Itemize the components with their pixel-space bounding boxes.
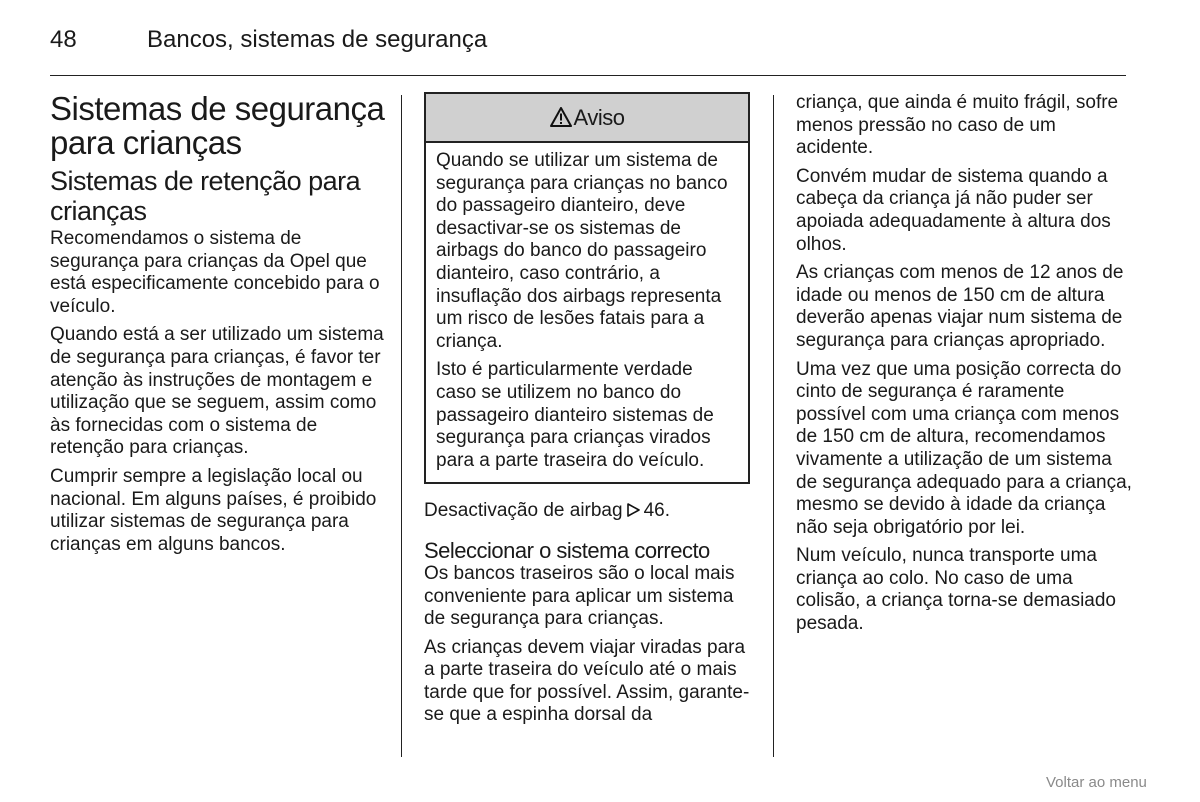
warning-paragraph: Isto é particularmente verdade caso se utilizem no banco do passageiro dianteiro sistemas de segurança para crianças virados para a parte traseira do veículo. bbox=[436, 359, 714, 471]
paragraph: Os bancos traseiros são o local mais conveniente para aplicar um sistema de segurança para crianças. bbox=[424, 562, 735, 630]
chapter-heading: Sistemas de segurança para crianças bbox=[50, 90, 385, 161]
warning-triangle-icon bbox=[550, 96, 572, 116]
paragraph: criança, que ainda é muito frágil, sofre menos pressão no caso de um acidente. bbox=[796, 92, 1119, 159]
header-divider bbox=[50, 75, 1126, 76]
cross-reference-page: 46. bbox=[643, 500, 670, 522]
paragraph: Uma vez que uma posição correcta do cinto de segurança é raramente possível com uma criança com menos de 150 cm de altura, recomendamos vivamente a utilização de um sistema de segurança adequado para a criança, mesmo se devido à idade da criança não seja obrigatório por lei. bbox=[796, 358, 1132, 538]
paragraph: Num veículo, nunca transporte uma criança ao colo. No caso de uma colisão, a criança torna-se demasiado pesada. bbox=[796, 545, 1117, 635]
column-right bbox=[796, 92, 1136, 642]
paragraph: Quando está a ser utilizado um sistema de segurança para crianças, é favor ter atenção às instruções de montagem e utilização que se seguem, assim como às fornecidas com o sistema de retenção para crianças. bbox=[50, 324, 384, 459]
section-title: Bancos, sistemas de segurança bbox=[147, 26, 488, 53]
paragraph: Cumprir sempre a legislação local ou nacional. Em alguns países, é proibido utilizar sistemas de segurança para crianças em alguns bancos. bbox=[50, 465, 377, 555]
column-left bbox=[50, 92, 390, 562]
warning-title: Aviso bbox=[573, 105, 625, 130]
section-heading: Sistemas de retenção para crianças bbox=[50, 166, 361, 226]
warning-header bbox=[426, 94, 748, 143]
page-reference-arrow-icon bbox=[626, 501, 640, 515]
column-divider-2 bbox=[773, 95, 774, 757]
page-header bbox=[50, 26, 1126, 76]
page-number: 48 bbox=[50, 26, 77, 53]
paragraph: As crianças devem viajar viradas para a parte traseira do veículo até o mais tarde que for possível. Assim, garante-se que a espinha dorsal da bbox=[424, 636, 750, 726]
paragraph: As crianças com menos de 12 anos de idade ou menos de 150 cm de altura deverão apenas viajar num sistema de segurança para crianças apropriado. bbox=[796, 262, 1124, 351]
warning-body bbox=[426, 143, 748, 482]
subsection-heading: Seleccionar o sistema correcto bbox=[424, 537, 710, 563]
column-middle bbox=[424, 92, 754, 733]
paragraph: Convém mudar de sistema quando a cabeça da criança já não puder ser apoiada adequadamente à altura dos olhos. bbox=[796, 165, 1111, 255]
paragraph: Recomendamos o sistema de segurança para crianças da Opel que está especificamente concebido para o veículo. bbox=[50, 228, 380, 317]
cross-reference[interactable] bbox=[424, 500, 754, 523]
cross-reference-text: Desactivação de airbag bbox=[424, 500, 623, 522]
warning-paragraph: Quando se utilizar um sistema de segurança para crianças no banco do passageiro dianteiro, deve desactivar-se os sistemas de airbags do banco do passageiro dianteiro, caso contrário, a insuflação dos airbags representa um risco de lesões fatais para a criança. bbox=[436, 150, 728, 352]
column-divider-1 bbox=[401, 95, 402, 757]
back-to-menu-link[interactable]: Voltar ao menu bbox=[1046, 774, 1147, 791]
warning-box bbox=[424, 92, 750, 484]
